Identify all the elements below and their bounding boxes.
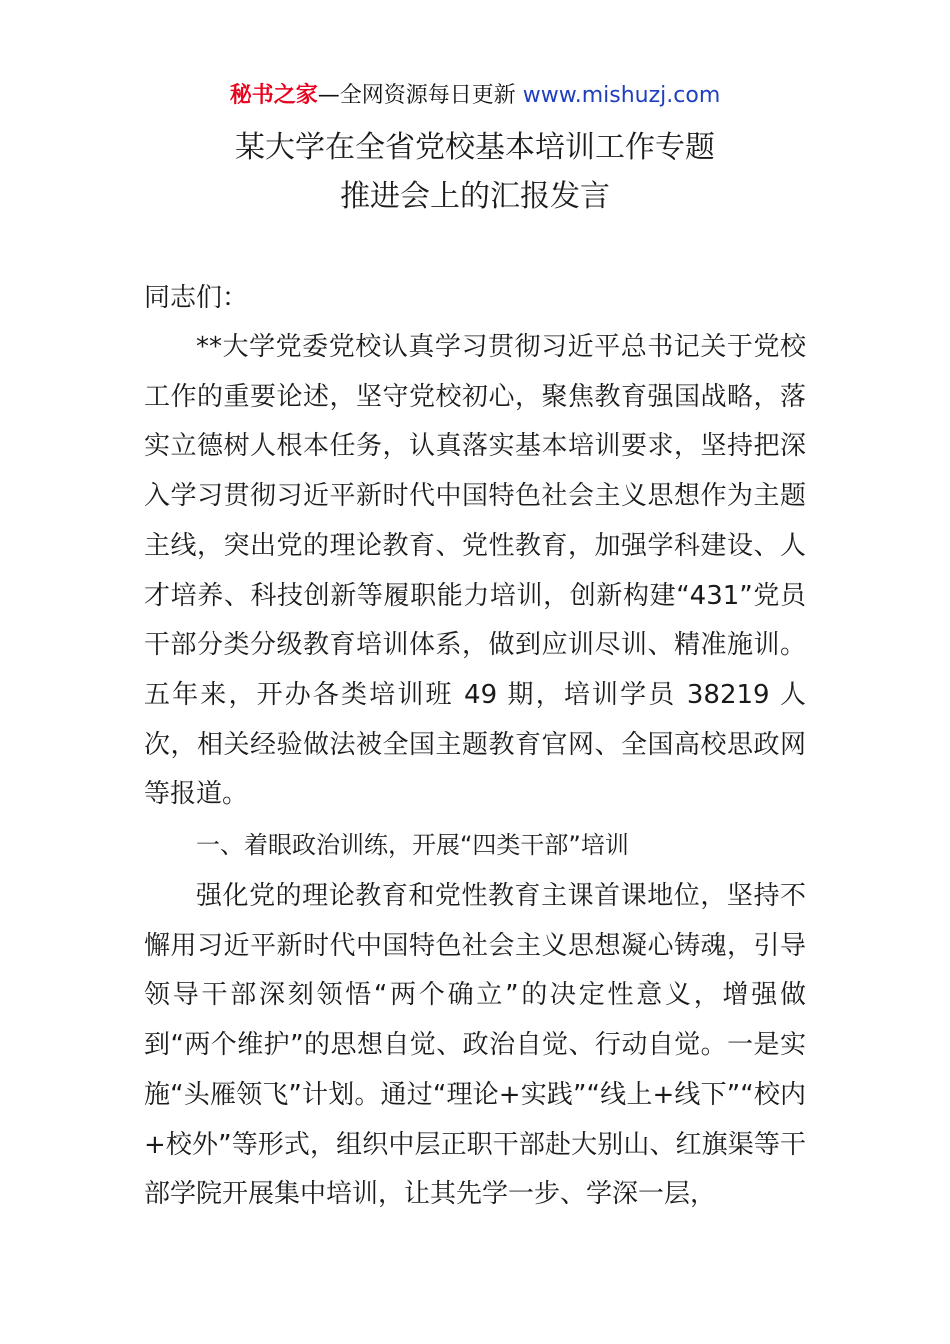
site-url-link[interactable]: www.mishuzj.com (522, 83, 721, 108)
brand-name: 秘书之家 (229, 83, 318, 108)
document-title-line-1: 某大学在全省党校基本培训工作专题 (235, 130, 715, 165)
banner-tagline: —全网资源每日更新 (317, 83, 523, 108)
site-banner (0, 80, 950, 112)
section-heading-1: 一、着眼政治训练，开展“四类干部”培训 (196, 831, 629, 859)
body-paragraph-1: **大学党委党校认真学习贯彻习近平总书记关于党校工作的重要论述，坚守党校初心，聚焦教育强国战略，落实立德树人根本任务，认真落实基本培训要求，坚持把深入学习贯彻习近平新时代中国特色社会主义思想作为主题主线，突出党的理论教育、党性教育，加强学科建设、人才培养、科技创新等履职能力培训，创新构建“431”党员干部分类分级教育培训体系，做到应训尽训、精准施训。五年来，开办各类培训班 49 期，培训学员 38219 人次，相关经验做法被全国主题教育官网、全国高校思政网等报道。 (144, 332, 806, 810)
salutation: 同志们： (144, 283, 249, 313)
body-paragraph-2: 强化党的理论教育和党性教育主课首课地位，坚持不懈用习近平新时代中国特色社会主义思想凝心铸魂，引导领导干部深刻领悟“两个确立”的决定性意义，增强做到“两个维护”的思想自觉、政治自觉、行动自觉。一是实施“头雁领飞”计划。通过“理论+实践”“线上+线下”“校内+校外”等形式，组织中层正职干部赴大别山、红旗渠等干部学院开展集中培训，让其先学一步、学深一层， (144, 881, 806, 1210)
document-title-line-2: 推进会上的汇报发言 (340, 179, 610, 214)
